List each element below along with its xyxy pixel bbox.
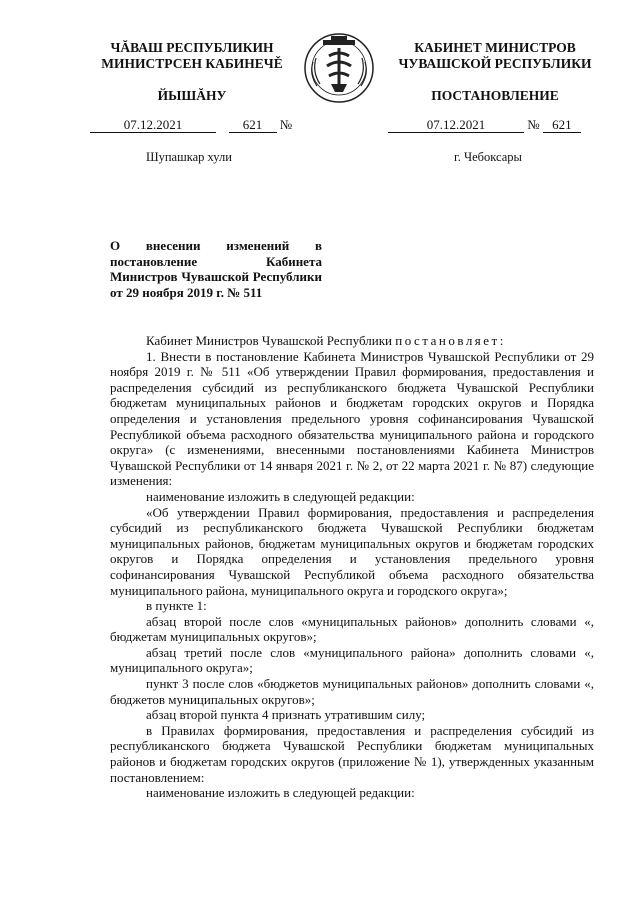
right-date: 07.12.2021	[388, 117, 524, 133]
right-date-number-row	[388, 117, 581, 133]
document-title: О внесении изменений в постановление Кабинета Министров Чувашской Республики от 29 ноября 2019 г. № 511	[110, 238, 322, 300]
chuvash-emblem-icon	[303, 32, 375, 104]
left-number-sign: №	[279, 117, 293, 132]
left-date-number-row	[90, 117, 292, 133]
header-left-line2: МИНИСТРСЕН КАБИНЕЧĚ	[101, 56, 283, 71]
intro-verb: постановляет:	[395, 333, 506, 348]
header-right	[385, 40, 605, 72]
body-paragraph: 1. Внести в постановление Кабинета Министров Чувашской Республики от 29 ноября 2019 г. № 511 «Об утверждении Правил формирования, предоставления и распределения субсидий из республиканского бюджета Чувашской Республики бюджетам муниципальных районов и бюджетам городских округов и Порядка определения и установления предельного уровня софинансирования Чувашской Республикой объема расходного обязательства муниципального района и городского округа» (с изменениями, внесенными постановлениями Кабинета Министров Чувашской Республики от 14 января 2021 г. № 2, от 22 марта 2021 г. № 87) следующие изменения:	[110, 348, 594, 489]
intro-prefix: Кабинет Министров Чувашской Республики	[146, 333, 392, 348]
body-paragraph: абзац второй после слов «муниципальных районов» дополнить словами «, бюджетам муниципальных округов»;	[110, 613, 594, 645]
document-body	[110, 333, 594, 801]
header-right-line1: КАБИНЕТ МИНИСТРОВ	[414, 40, 576, 55]
body-paragraph: наименование изложить в следующей редакции:	[146, 785, 415, 801]
header-right-line2: ЧУВАШСКОЙ РЕСПУБЛИКИ	[398, 56, 592, 71]
body-paragraph: абзац второй пункта 4 признать утратившим силу;	[146, 707, 426, 723]
intro-paragraph	[110, 333, 594, 349]
left-date: 07.12.2021	[90, 117, 216, 133]
left-place: Шупашкар хули	[146, 150, 232, 164]
header-left-line1: ЧĂВАШ РЕСПУБЛИКИН	[110, 40, 274, 55]
body-paragraph: наименование изложить в следующей редакции:	[146, 488, 415, 504]
right-number-sign: №	[527, 117, 540, 132]
body-paragraph: «Об утверждении Правил формирования, предоставления и распределения субсидий из республиканского бюджета Чувашской Республики бюджетам муниципальных районов, бюджетам муниципальных округов и бюджетам городских округов и Порядка определения и установления предельного уровня софинансирования Чувашской Республикой объема расходного обязательства муниципального района, муниципального округа и городского округа»;	[110, 504, 594, 598]
body-paragraph: абзац третий после слов «муниципального района» дополнить словами «, муниципального округа»;	[110, 644, 594, 676]
body-paragraph: в пункте 1:	[146, 598, 207, 614]
header-left	[82, 40, 302, 72]
left-number: 621	[229, 117, 277, 133]
right-number: 621	[543, 117, 581, 133]
header-right-doc-type: ПОСТАНОВЛЕНИЕ	[431, 88, 559, 103]
body-paragraph: в Правилах формирования, предоставления и распределения субсидий из республиканского бюджета Чувашской Республики бюджетам муниципальных районов и бюджетам городских округов (приложение № 1), утвержденных указанным постановлением:	[110, 722, 594, 785]
body-paragraph: пункт 3 после слов «бюджетов муниципальных районов» дополнить словами «, бюджетов муниципальных округов»;	[110, 676, 594, 707]
header-left-doc-type: ЙЫШĂНУ	[157, 88, 227, 103]
right-place: г. Чебоксары	[454, 150, 522, 164]
